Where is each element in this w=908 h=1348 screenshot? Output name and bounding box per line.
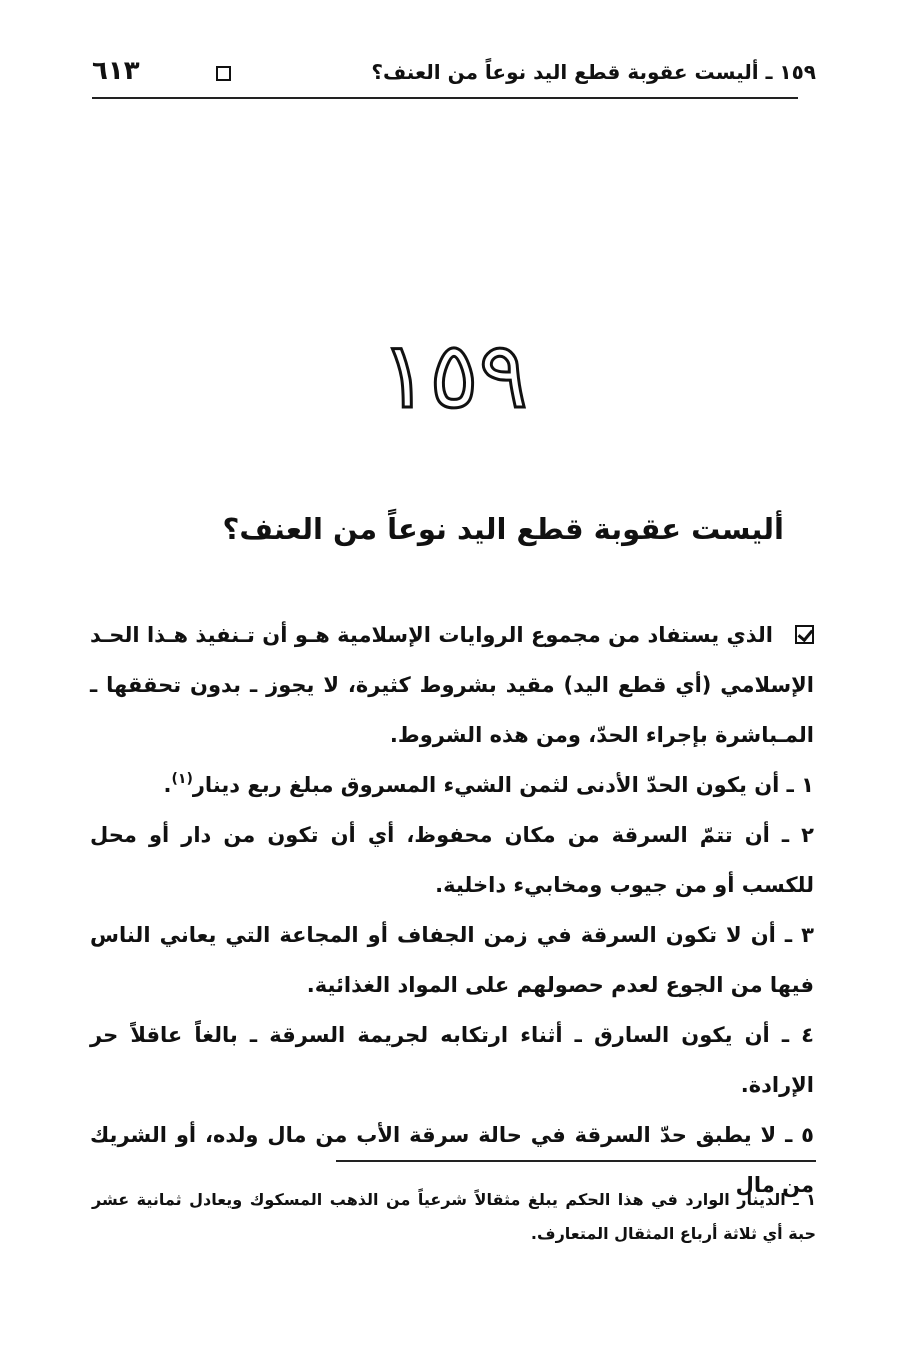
condition-3: ٣ ـ أن لا تكون السرقة في زمن الجفاف أو المجاعة التي يعاني الناس فيها من الجوع لعدم حصولهم على المواد الغذائية. [90, 923, 814, 997]
body-text [90, 610, 814, 1210]
chapter-number: ١٥٩ [379, 322, 529, 429]
condition-4: ٤ ـ أن يكون السارق ـ أثناء ارتكابه لجريمة السرقة ـ بالغاً عاقلاً حر الإرادة. [90, 1023, 814, 1097]
page-number: ٦١٣ [92, 56, 140, 86]
checked-box-icon [795, 625, 814, 644]
footnote-reference[interactable]: (١) [171, 771, 193, 787]
condition-2: ٢ ـ أن تتمّ السرقة من مكان محفوظ، أي أن تكون من دار أو محل للكسب أو من جيوب ومخابيء داخلية. [90, 823, 814, 897]
running-title: ١٥٩ ـ أليست عقوبة قطع اليد نوعاً من العنف؟ [371, 60, 816, 84]
header-divider [92, 97, 798, 99]
condition-1 [90, 760, 814, 810]
intro-text: الذي يستفاد من مجموع الروايات الإسلامية هـو أن تـنفيذ هـذا الحـد الإسلامي (أي قطع اليد) مقيد بشروط كثيرة، لا يجوز ـ بدون تحققها ـ المـباشرة بإجراء الحدّ، ومن هذه الشروط. [90, 623, 814, 747]
square-bullet-icon [216, 66, 231, 81]
footnote-divider [336, 1160, 816, 1162]
chapter-title: أليست عقوبة قطع اليد نوعاً من العنف؟ [222, 512, 784, 546]
intro-paragraph [90, 610, 814, 760]
condition-1-text: ١ ـ أن يكون الحدّ الأدنى لثمن الشيء المسروق مبلغ ربع دينار [192, 773, 814, 797]
condition-1-end: . [163, 773, 172, 797]
condition-5: ٥ ـ لا يطبق حدّ السرقة في حالة سرقة الأب من مال ولده، أو الشريك من مال [90, 1123, 814, 1197]
running-header [92, 48, 816, 92]
footnote: ١ ـ الدينار الوارد في هذا الحكم يبلغ مثقالاً شرعياً من الذهب المسكوك ويعادل ثمانية عشر حبة أي ثلاثة أرباع المثقال المتعارف. [92, 1190, 816, 1243]
